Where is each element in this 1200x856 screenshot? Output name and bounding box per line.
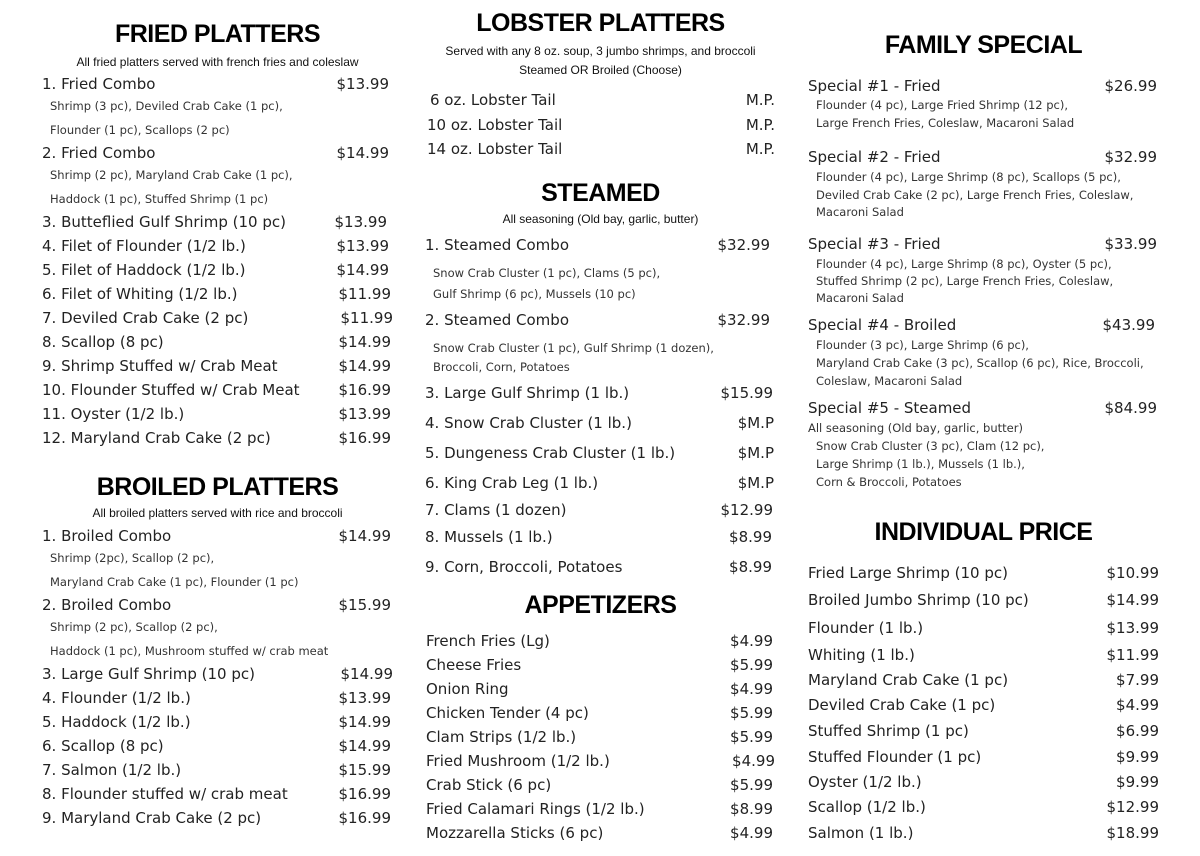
family-special-price: $26.99 [1104, 77, 1157, 95]
appetizer-item-name: Chicken Tender (4 pc) [426, 704, 589, 722]
fried-item-desc: Haddock (1 pc), Stuffed Shrimp (1 pc) [50, 192, 269, 206]
individual-item-price: $12.99 [1106, 798, 1159, 816]
broiled-item-price: $14.99 [338, 713, 391, 731]
individual-item-price: $14.99 [1106, 591, 1159, 609]
lobster-item-name: 14 oz. Lobster Tail [427, 140, 563, 158]
family-special-desc: Maryland Crab Cake (3 pc), Scallop (6 pc), Rice, Broccoli, [816, 356, 1144, 370]
family-special-desc: Flounder (4 pc), Large Fried Shrimp (12 pc), [816, 98, 1069, 112]
family-special-name: Special #3 - Fried [808, 235, 941, 253]
broiled-item-desc: Maryland Crab Cake (1 pc), Flounder (1 pc) [50, 575, 299, 589]
broiled-item-price: $14.99 [338, 527, 391, 545]
family-special-desc: Flounder (3 pc), Large Shrimp (6 pc), [816, 338, 1029, 352]
fried-item-desc: Flounder (1 pc), Scallops (2 pc) [50, 123, 230, 137]
fried-item-price: $16.99 [338, 381, 391, 399]
steamed-item-desc: Snow Crab Cluster (1 pc), Gulf Shrimp (1 dozen), [433, 341, 714, 355]
steamed-item-price: $M.P [737, 474, 774, 492]
broiled-item-name: 6. Scallop (8 pc) [42, 737, 164, 755]
family-special-desc: Macaroni Salad [816, 205, 904, 219]
family-special-desc: Corn & Broccoli, Potatoes [816, 475, 962, 489]
individual-price-heading: INDIVIDUAL PRICE [874, 518, 1093, 546]
family-special-price: $32.99 [1104, 148, 1157, 166]
steamed-item-price: $M.P [737, 444, 774, 462]
steamed-item-price: $8.99 [729, 558, 772, 576]
steamed-item-name: 8. Mussels (1 lb.) [425, 528, 553, 546]
individual-item-name: Scallop (1/2 lb.) [808, 798, 926, 816]
appetizer-item-price: $5.99 [730, 704, 773, 722]
fried-item-price: $13.99 [336, 75, 389, 93]
broiled-item-name: 8. Flounder stuffed w/ crab meat [42, 785, 288, 803]
individual-item-price: $9.99 [1116, 748, 1159, 766]
fried-item-name: 9. Shrimp Stuffed w/ Crab Meat [42, 357, 278, 375]
fried-item-name: 1. Fried Combo [42, 75, 156, 93]
family-special-heading: FAMILY SPECIAL [884, 31, 1083, 59]
fried-item-name: 7. Deviled Crab Cake (2 pc) [42, 309, 249, 327]
appetizer-item-name: Crab Stick (6 pc) [426, 776, 552, 794]
family-special-desc: Flounder (4 pc), Large Shrimp (8 pc), Oyster (5 pc), [816, 257, 1112, 271]
lobster-item-price: M.P. [745, 91, 775, 109]
appetizer-item-name: Fried Calamari Rings (1/2 lb.) [426, 800, 645, 818]
broiled-item-name: 2. Broiled Combo [42, 596, 172, 614]
individual-item-price: $11.99 [1106, 646, 1159, 664]
steamed-item-name: 1. Steamed Combo [425, 236, 569, 254]
individual-item-price: $4.99 [1116, 696, 1159, 714]
fried-item-name: 8. Scallop (8 pc) [42, 333, 164, 351]
appetizer-item-name: Onion Ring [426, 680, 509, 698]
steamed-subtitle: All seasoning (Old bay, garlic, butter) [502, 212, 699, 226]
appetizers-heading: APPETIZERS [524, 591, 677, 619]
individual-item-name: Flounder (1 lb.) [808, 619, 924, 637]
fried-platters-subtitle: All fried platters served with french fries and coleslaw [76, 55, 359, 69]
fried-item-desc: Shrimp (3 pc), Deviled Crab Cake (1 pc), [50, 99, 283, 113]
individual-item-name: Salmon (1 lb.) [808, 824, 914, 842]
appetizer-item-name: French Fries (Lg) [426, 632, 550, 650]
broiled-item-price: $15.99 [338, 761, 391, 779]
broiled-item-name: 5. Haddock (1/2 lb.) [42, 713, 191, 731]
broiled-item-desc: Shrimp (2pc), Scallop (2 pc), [50, 551, 215, 565]
steamed-item-name: 6. King Crab Leg (1 lb.) [425, 474, 599, 492]
lobster-item-price: M.P. [745, 116, 775, 134]
appetizer-item-price: $5.99 [730, 656, 773, 674]
appetizer-item-price: $4.99 [730, 632, 773, 650]
appetizer-item-name: Clam Strips (1/2 lb.) [426, 728, 577, 746]
fried-item-name: 10. Flounder Stuffed w/ Crab Meat [42, 381, 300, 399]
family-special-desc: Large Shrimp (1 lb.), Mussels (1 lb.), [816, 457, 1025, 471]
steamed-item-desc: Gulf Shrimp (6 pc), Mussels (10 pc) [433, 287, 636, 301]
family-special-desc: Deviled Crab Cake (2 pc), Large French Fries, Coleslaw, [816, 188, 1134, 202]
individual-item-price: $9.99 [1116, 773, 1159, 791]
family-special-desc: Stuffed Shrimp (2 pc), Large French Fries, Coleslaw, [816, 274, 1114, 288]
fried-platters-heading: FRIED PLATTERS [114, 20, 321, 48]
family-special-desc: Macaroni Salad [816, 291, 904, 305]
fried-item-name: 2. Fried Combo [42, 144, 156, 162]
individual-item-price: $6.99 [1116, 722, 1159, 740]
fried-item-price: $16.99 [338, 429, 391, 447]
individual-item-name: Whiting (1 lb.) [808, 646, 915, 664]
fried-item-price: $13.99 [334, 213, 387, 231]
fried-item-name: 3. Butteflied Gulf Shrimp (10 pc) [42, 213, 286, 231]
appetizer-item-price: $5.99 [730, 728, 773, 746]
broiled-item-price: $13.99 [338, 689, 391, 707]
broiled-item-name: 1. Broiled Combo [42, 527, 172, 545]
steamed-item-name: 7. Clams (1 dozen) [425, 501, 567, 519]
fried-item-price: $14.99 [338, 357, 391, 375]
steamed-item-name: 9. Corn, Broccoli, Potatoes [425, 558, 623, 576]
family-special-seasoning-note: All seasoning (Old bay, garlic, butter) [808, 421, 1023, 435]
lobster-item-price: M.P. [745, 140, 775, 158]
family-special-price: $33.99 [1104, 235, 1157, 253]
fried-item-name: 11. Oyster (1/2 lb.) [42, 405, 185, 423]
fried-item-price: $14.99 [338, 333, 391, 351]
appetizer-item-price: $8.99 [730, 800, 773, 818]
family-special-name: Special #2 - Fried [808, 148, 941, 166]
steamed-heading: STEAMED [541, 179, 660, 207]
fried-item-name: 4. Filet of Flounder (1/2 lb.) [42, 237, 246, 255]
fried-item-price: $11.99 [340, 309, 393, 327]
broiled-item-name: 3. Large Gulf Shrimp (10 pc) [42, 665, 255, 683]
steamed-item-desc: Snow Crab Cluster (1 pc), Clams (5 pc), [433, 266, 661, 280]
steamed-item-price: $32.99 [717, 236, 770, 254]
lobster-platters-heading: LOBSTER PLATTERS [476, 9, 725, 37]
broiled-platters-subtitle: All broiled platters served with rice and broccoli [92, 506, 343, 520]
steamed-item-name: 2. Steamed Combo [425, 311, 569, 329]
family-special-desc: Large French Fries, Coleslaw, Macaroni Salad [816, 116, 1075, 130]
individual-item-name: Oyster (1/2 lb.) [808, 773, 922, 791]
individual-item-price: $7.99 [1116, 671, 1159, 689]
individual-item-name: Fried Large Shrimp (10 pc) [808, 564, 1008, 582]
steamed-item-price: $12.99 [720, 501, 773, 519]
fried-item-desc: Shrimp (2 pc), Maryland Crab Cake (1 pc), [50, 168, 293, 182]
steamed-item-name: 5. Dungeness Crab Cluster (1 lb.) [425, 444, 676, 462]
broiled-platters-heading: BROILED PLATTERS [96, 473, 339, 501]
family-special-desc: Coleslaw, Macaroni Salad [816, 374, 963, 388]
steamed-item-price: $15.99 [720, 384, 773, 402]
appetizer-item-price: $5.99 [730, 776, 773, 794]
appetizer-item-price: $4.99 [730, 824, 773, 842]
lobster-platters-subtitle: Served with any 8 oz. soup, 3 jumbo shrimps, and broccoli [445, 44, 756, 58]
broiled-item-name: 9. Maryland Crab Cake (2 pc) [42, 809, 262, 827]
individual-item-name: Stuffed Shrimp (1 pc) [808, 722, 969, 740]
steamed-item-desc: Broccoli, Corn, Potatoes [433, 360, 570, 374]
individual-item-price: $10.99 [1106, 564, 1159, 582]
lobster-item-name: 10 oz. Lobster Tail [427, 116, 563, 134]
appetizer-item-price: $4.99 [732, 752, 775, 770]
broiled-item-price: $14.99 [338, 737, 391, 755]
family-special-name: Special #4 - Broiled [808, 316, 957, 334]
broiled-item-price: $15.99 [338, 596, 391, 614]
steamed-item-price: $M.P [737, 414, 774, 432]
broiled-item-price: $16.99 [338, 785, 391, 803]
family-special-price: $43.99 [1102, 316, 1155, 334]
individual-item-name: Broiled Jumbo Shrimp (10 pc) [808, 591, 1029, 609]
family-special-name: Special #1 - Fried [808, 77, 941, 95]
family-special-desc: Snow Crab Cluster (3 pc), Clam (12 pc), [816, 439, 1045, 453]
appetizer-item-price: $4.99 [730, 680, 773, 698]
broiled-item-price: $16.99 [338, 809, 391, 827]
fried-item-name: 5. Filet of Haddock (1/2 lb.) [42, 261, 246, 279]
steamed-item-name: 4. Snow Crab Cluster (1 lb.) [425, 414, 632, 432]
broiled-item-price: $14.99 [340, 665, 393, 683]
steamed-item-price: $8.99 [729, 528, 772, 546]
fried-item-price: $14.99 [336, 261, 389, 279]
appetizer-item-name: Fried Mushroom (1/2 lb.) [426, 752, 610, 770]
family-special-price: $84.99 [1104, 399, 1157, 417]
broiled-item-name: 4. Flounder (1/2 lb.) [42, 689, 191, 707]
lobster-item-name: 6 oz. Lobster Tail [430, 91, 556, 109]
fried-item-price: $13.99 [338, 405, 391, 423]
individual-item-name: Maryland Crab Cake (1 pc) [808, 671, 1009, 689]
appetizer-item-name: Mozzarella Sticks (6 pc) [426, 824, 604, 842]
fried-item-price: $14.99 [336, 144, 389, 162]
fried-item-name: 6. Filet of Whiting (1/2 lb.) [42, 285, 238, 303]
steamed-item-name: 3. Large Gulf Shrimp (1 lb.) [425, 384, 630, 402]
individual-item-price: $18.99 [1106, 824, 1159, 842]
individual-item-name: Stuffed Flounder (1 pc) [808, 748, 982, 766]
appetizer-item-name: Cheese Fries [426, 656, 522, 674]
broiled-item-name: 7. Salmon (1/2 lb.) [42, 761, 182, 779]
individual-item-price: $13.99 [1106, 619, 1159, 637]
broiled-item-desc: Haddock (1 pc), Mushroom stuffed w/ crab meat [50, 644, 329, 658]
family-special-desc: Flounder (4 pc), Large Shrimp (8 pc), Scallops (5 pc), [816, 170, 1121, 184]
fried-item-price: $11.99 [338, 285, 391, 303]
broiled-item-desc: Shrimp (2 pc), Scallop (2 pc), [50, 620, 218, 634]
fried-item-price: $13.99 [336, 237, 389, 255]
fried-item-name: 12. Maryland Crab Cake (2 pc) [42, 429, 271, 447]
lobster-platters-choice-note: Steamed OR Broiled (Choose) [519, 63, 682, 77]
individual-item-name: Deviled Crab Cake (1 pc) [808, 696, 996, 714]
family-special-name: Special #5 - Steamed [808, 399, 972, 417]
steamed-item-price: $32.99 [717, 311, 770, 329]
